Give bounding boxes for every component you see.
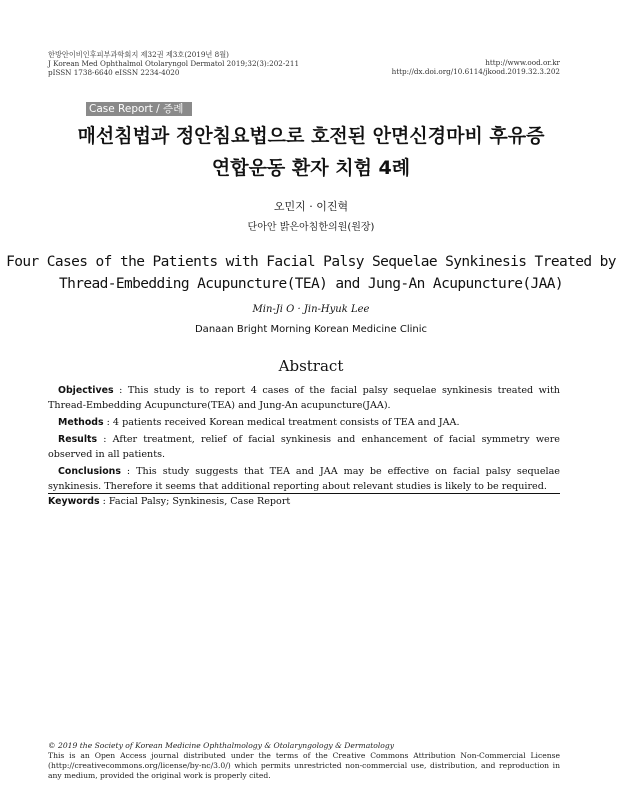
abstract-objectives (48, 383, 560, 413)
results-text: : After treatment, relief of facial synkinesis and enhancement of facial symmetry were observed in all patients. (48, 434, 560, 460)
journal-website-link[interactable]: http://www.ood.or.kr (485, 58, 560, 67)
conclusions-text: : This study suggests that TEA and JAA may be effective on facial palsy sequelae synkinesis. Therefore it seems that additional reporting about relevant studies is likely to be required. (48, 466, 560, 492)
methods-label: Methods (58, 417, 104, 428)
license-footer (48, 741, 560, 781)
copyright-notice: © 2019 the Society of Korean Medicine Ophthalmology & Otolaryngology & Dermatology (48, 741, 395, 750)
abstract-results (48, 432, 560, 462)
results-label: Results (58, 434, 98, 445)
objectives-label: Objectives (58, 385, 114, 396)
conclusions-label: Conclusions (58, 466, 121, 477)
title-ko-line1: 매선침법과 정안침요법으로 호전된 안면신경마비 후유증 (77, 125, 545, 147)
authors-ko: 오민지 · 이진혁 (273, 200, 349, 213)
journal-links (392, 58, 560, 76)
affiliation-en: Danaan Bright Morning Korean Medicine Clinic (194, 324, 427, 335)
journal-citation: J Korean Med Ophthalmol Otolaryngol Dermatol 2019;32(3):202-211 (48, 59, 300, 68)
abstract-heading: Abstract (278, 357, 344, 375)
title-en-line2: Thread-Embedding Acupuncture(TEA) and Jung-An Acupuncture(JAA) (58, 276, 564, 292)
affiliation-ko: 단아안 밝은아침한의원(원장) (247, 222, 375, 233)
abstract-body (48, 383, 560, 496)
abstract-methods (48, 415, 560, 430)
methods-text: : 4 patients received Korean medical treatment consists of TEA and JAA. (103, 417, 460, 428)
authors-en: Min-Ji O · Jin-Hyuk Lee (252, 304, 370, 315)
keywords-text: : Facial Palsy; Synkinesis, Case Report (99, 496, 291, 507)
objectives-text: : This study is to report 4 cases of the facial palsy sequelae synkinesis treated with Thread-Embedding Acupuncture(TEA) and Jung-An acupuncture(JAA). (48, 385, 560, 411)
journal-header (48, 50, 299, 77)
title-en-line1: Four Cases of the Patients with Facial Palsy Sequelae Synkinesis Treated by (6, 254, 616, 270)
title-ko-line2: 연합운동 환자 치험 4례 (211, 157, 411, 179)
keywords (48, 496, 290, 507)
journal-issn: pISSN 1738-6640 eISSN 2234-4020 (48, 68, 180, 77)
license-text: This is an Open Access journal distributed under the terms of the Creative Commons Attribution Non-Commercial License (http://creativecommons.org/license/by-nc/3.0/) which permits unrestricted non-commercial use, distribution, and reproduction in any medium, provided the original work is properly cited. (48, 751, 560, 780)
doi-link[interactable]: http://dx.doi.org/10.6114/jkood.2019.32.3.202 (391, 67, 560, 76)
abstract-conclusions (48, 464, 560, 494)
abstract-divider (48, 493, 560, 494)
article-type-badge: Case Report / 증례 (86, 102, 192, 116)
journal-name-ko: 한방안이비인후피부과학회지 제32권 제3호(2019년 8월) (48, 50, 229, 59)
keywords-label: Keywords (48, 496, 100, 507)
